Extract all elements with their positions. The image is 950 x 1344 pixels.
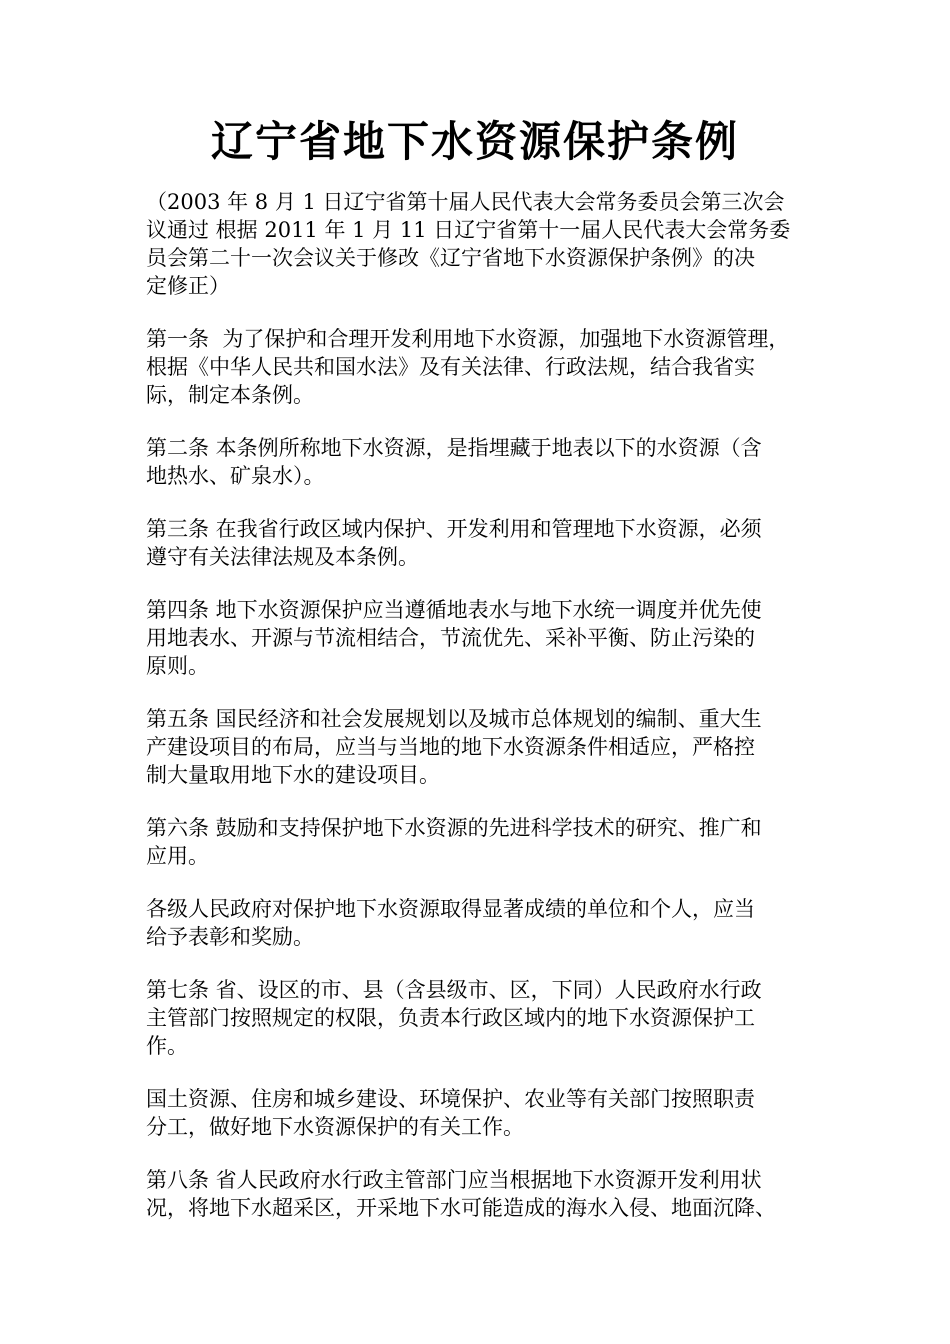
article-line: 用地表水、开源与节流相结合，节流优先、采补平衡、防止污染的	[146, 626, 755, 650]
article-line: 制大量取用地下水的建设项目。	[146, 763, 440, 787]
article-6	[146, 814, 826, 870]
article-1	[146, 325, 826, 409]
article-line: 分工，做好地下水资源保护的有关工作。	[146, 1115, 524, 1139]
article-6-paragraph-2	[146, 895, 826, 951]
preamble-line: （2003 年 8 月 1 日辽宁省第十届人民代表大会常务委员会第三次会	[146, 190, 785, 214]
article-line: 产建设项目的布局，应当与当地的地下水资源条件相适应，严格控	[146, 735, 755, 759]
article-line: 第四条 地下水资源保护应当遵循地表水与地下水统一调度并优先使	[146, 598, 762, 622]
article-2	[146, 434, 826, 490]
article-line: 给予表彰和奖励。	[146, 925, 314, 949]
article-line: 第三条 在我省行政区域内保护、开发利用和管理地下水资源，必须	[146, 517, 762, 541]
article-line: 第八条 省人民政府水行政主管部门应当根据地下水资源开发利用状	[146, 1168, 762, 1192]
article-7	[146, 976, 826, 1060]
article-7-paragraph-2	[146, 1085, 826, 1141]
article-3	[146, 515, 826, 571]
document-title: 辽宁省地下水资源保护条例	[210, 117, 739, 166]
article-line: 各级人民政府对保护地下水资源取得显著成绩的单位和个人，应当	[146, 897, 755, 921]
article-4	[146, 596, 826, 680]
preamble-line: 定修正）	[146, 274, 230, 298]
article-line: 第六条 鼓励和支持保护地下水资源的先进科学技术的研究、推广和	[146, 816, 762, 840]
article-line: 第七条 省、设区的市、县（含县级市、区，下同）人民政府水行政	[146, 978, 762, 1002]
article-line: 第二条 本条例所称地下水资源，是指埋藏于地表以下的水资源（含	[146, 436, 762, 460]
article-line: 遵守有关法律法规及本条例。	[146, 545, 419, 569]
article-line: 应用。	[146, 844, 209, 868]
article-line: 第五条 国民经济和社会发展规划以及城市总体规划的编制、重大生	[146, 707, 762, 731]
article-line: 主管部门按照规定的权限，负责本行政区域内的地下水资源保护工	[146, 1006, 755, 1030]
article-line: 原则。	[146, 654, 209, 678]
article-line: 况，将地下水超采区，开采地下水可能造成的海水入侵、地面沉降、	[146, 1196, 776, 1220]
preamble	[146, 188, 826, 300]
article-line: 作。	[146, 1034, 188, 1058]
article-line: 际，制定本条例。	[146, 383, 314, 407]
article-line: 第一条 为了保护和合理开发利用地下水资源，加强地下水资源管理，	[146, 327, 790, 351]
article-line: 根据《中华人民共和国水法》及有关法律、行政法规，结合我省实	[146, 355, 755, 379]
preamble-line: 议通过 根据 2011 年 1 月 11 日辽宁省第十一届人民代表大会常务委	[146, 218, 791, 242]
article-5	[146, 705, 826, 789]
article-8	[146, 1166, 826, 1222]
article-line: 国土资源、住房和城乡建设、环境保护、农业等有关部门按照职责	[146, 1087, 755, 1111]
preamble-line: 员会第二十一次会议关于修改《辽宁省地下水资源保护条例》的决	[146, 246, 755, 270]
article-line: 地热水、矿泉水）。	[146, 464, 325, 488]
document-body	[146, 188, 826, 1247]
